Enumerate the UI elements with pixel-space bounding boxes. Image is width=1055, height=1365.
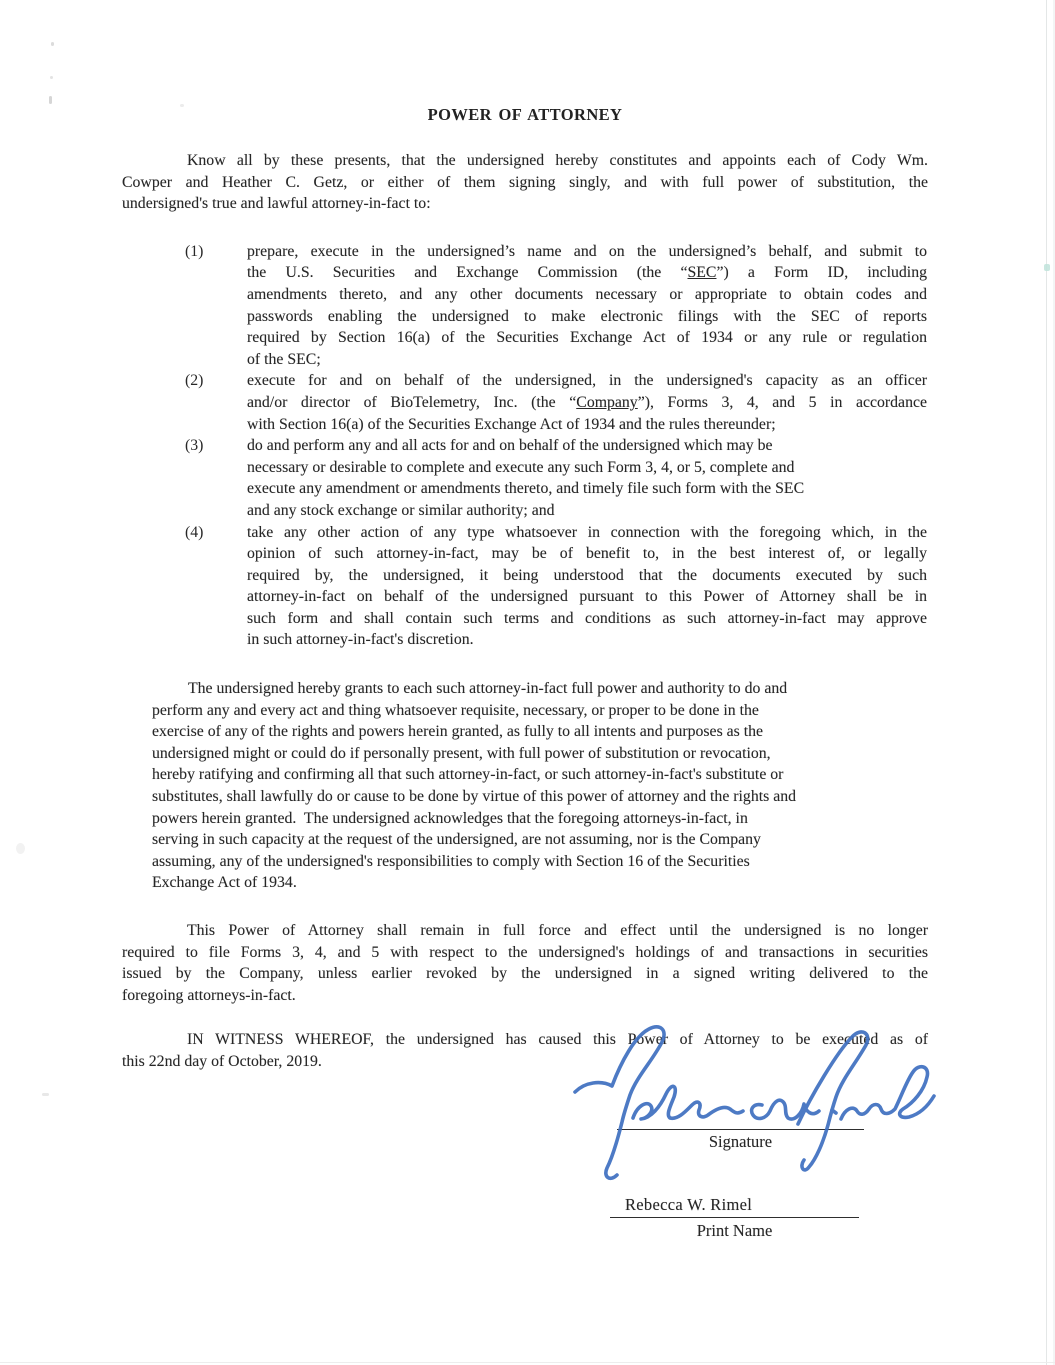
- list-item-text: [247, 435, 927, 521]
- text-line: foregoing attorneys-in-fact.: [122, 986, 296, 1004]
- text-line: execute for and on behalf of the undersigned, in the undersigned's capacity as an officer: [247, 372, 927, 390]
- text-line: required to file Forms 3, 4, and 5 with respect to the undersigned's holdings of and transactions in securities: [122, 943, 928, 961]
- list-item-number: (4): [185, 523, 204, 541]
- printed-name: Rebecca W. Rimel: [625, 1195, 753, 1214]
- text-line: in such attorney-in-fact's discretion.: [247, 631, 474, 649]
- text-line: required by Section 16(a) of the Securities Exchange Act of 1934 or any rule or regulation: [247, 329, 927, 347]
- text-line: perform any and every act and thing whatsoever requisite, necessary, or proper to be done in the: [152, 701, 759, 719]
- text-line: the U.S. Securities and Exchange Commission (the “SEC”) a Form ID, including: [247, 264, 927, 282]
- text-line: of the SEC;: [247, 350, 321, 368]
- handwritten-signature: [565, 1016, 965, 1196]
- list-item-text: [247, 370, 927, 435]
- list-item: [185, 370, 928, 435]
- text-line: and any stock exchange or similar authority; and: [247, 501, 555, 519]
- text-line: do and perform any and all acts for and on behalf of the undersigned which may be: [247, 437, 773, 455]
- text-line: hereby ratifying and confirming all that such attorney-in-fact, or such attorney-in-fact's substitute or: [152, 766, 784, 784]
- text-line: exercise of any of the rights and powers herein granted, as fully to all intents and purposes as the: [152, 723, 764, 741]
- text-line: undersigned might or could do if personally present, with full power of substitution or revocation,: [152, 744, 771, 762]
- paragraph-grants: [152, 678, 930, 894]
- print-name-label: Print Name: [696, 1221, 773, 1240]
- scan-speck: [42, 1093, 49, 1096]
- signature-label: Signature: [708, 1132, 773, 1151]
- page-bottom-line: [0, 1362, 1055, 1363]
- text-line: This Power of Attorney shall remain in full force and effect until the undersigned is no longer: [187, 922, 928, 939]
- list-item-text: [247, 522, 927, 652]
- scan-speck: [51, 42, 54, 46]
- text-line: this 22nd day of October, 2019.: [122, 1052, 322, 1070]
- text-line: Exchange Act of 1934.: [152, 874, 297, 892]
- underlined-term: Company: [576, 393, 638, 411]
- list-item-number: (1): [185, 242, 204, 260]
- text-line: such form and shall contain such terms and conditions as such attorney-in-fact may approve: [247, 609, 927, 627]
- list-item-number: (2): [185, 372, 204, 390]
- text-line: Cowper and Heather C. Getz, or either of them signing singly, and with full power of substitution, the: [122, 173, 928, 191]
- powers-list: [185, 241, 928, 651]
- text-line: prepare, execute in the undersigned’s name and on the undersigned’s behalf, and submit to: [247, 242, 927, 260]
- page-edge-line: [1046, 0, 1047, 1365]
- text-line: IN WITNESS WHEREOF, the undersigned has caused this Power of Attorney to be executed as of: [187, 1031, 928, 1049]
- text-line: necessary or desirable to complete and execute any such Form 3, 4, or 5, complete and: [247, 458, 795, 476]
- text-line: amendments thereto, and any other documents necessary or appropriate to obtain codes and: [247, 285, 927, 303]
- paragraph-intro: [122, 150, 928, 215]
- list-item: [185, 522, 928, 652]
- underlined-term: SEC: [687, 264, 717, 282]
- text-line: serving in such capacity at the request of the undersigned, are not assuming, nor is the Company: [152, 831, 761, 849]
- text-line: substitutes, shall lawfully do or cause to be done by virtue of this power of attorney and the rights and: [152, 788, 797, 806]
- scan-speck: [50, 76, 53, 79]
- document-title: POWER OF ATTORNEY: [427, 105, 623, 124]
- scan-speck: [49, 96, 52, 104]
- list-item-number: (3): [185, 437, 204, 455]
- text-line: powers herein granted. The undersigned acknowledges that the foregoing attorneys-in-fact, in: [152, 809, 748, 827]
- text-line: execute any amendment or amendments thereto, and timely file such form with the SEC: [247, 480, 805, 498]
- text-line: and/or director of BioTelemetry, Inc. (the “Company”), Forms 3, 4, and 5 in accordance: [247, 393, 927, 411]
- scan-speck: [1044, 264, 1050, 271]
- text-line: attorney-in-fact on behalf of the undersigned pursuant to this Power of Attorney shall be in: [247, 588, 927, 606]
- list-item-text: [247, 241, 927, 371]
- paragraph-duration: [122, 920, 928, 1006]
- text-line: with Section 16(a) of the Securities Exchange Act of 1934 and the rules thereunder;: [247, 415, 776, 433]
- text-line: take any other action of any type whatsoever in connection with the foregoing which, in the: [247, 523, 927, 541]
- signature-ink: [575, 1027, 934, 1178]
- print-name-line: [610, 1217, 859, 1218]
- list-item: [185, 241, 928, 371]
- document-content: [122, 0, 928, 1073]
- text-line: issued by the Company, unless earlier revoked by the undersigned in a signed writing delivered to the: [122, 965, 928, 983]
- scan-speck: [16, 843, 25, 854]
- text-line: required by, the undersigned, it being understood that the documents executed by such: [247, 566, 927, 584]
- text-line: undersigned's true and lawful attorney-in-fact to:: [122, 195, 431, 213]
- text-line: The undersigned hereby grants to each such attorney-in-fact full power and authority to do and: [188, 680, 788, 698]
- text-line: Know all by these presents, that the undersigned hereby constitutes and appoints each of Cody Wm.: [187, 152, 928, 169]
- text-line: assuming, any of the undersigned's responsibilities to comply with Section 16 of the Securities: [152, 852, 750, 870]
- text-line: opinion of such attorney-in-fact, may be of benefit to, in the best interest of, or legally: [247, 545, 927, 563]
- list-item: [185, 435, 928, 521]
- text-line: passwords enabling the undersigned to make electronic filings with the SEC of reports: [247, 307, 927, 325]
